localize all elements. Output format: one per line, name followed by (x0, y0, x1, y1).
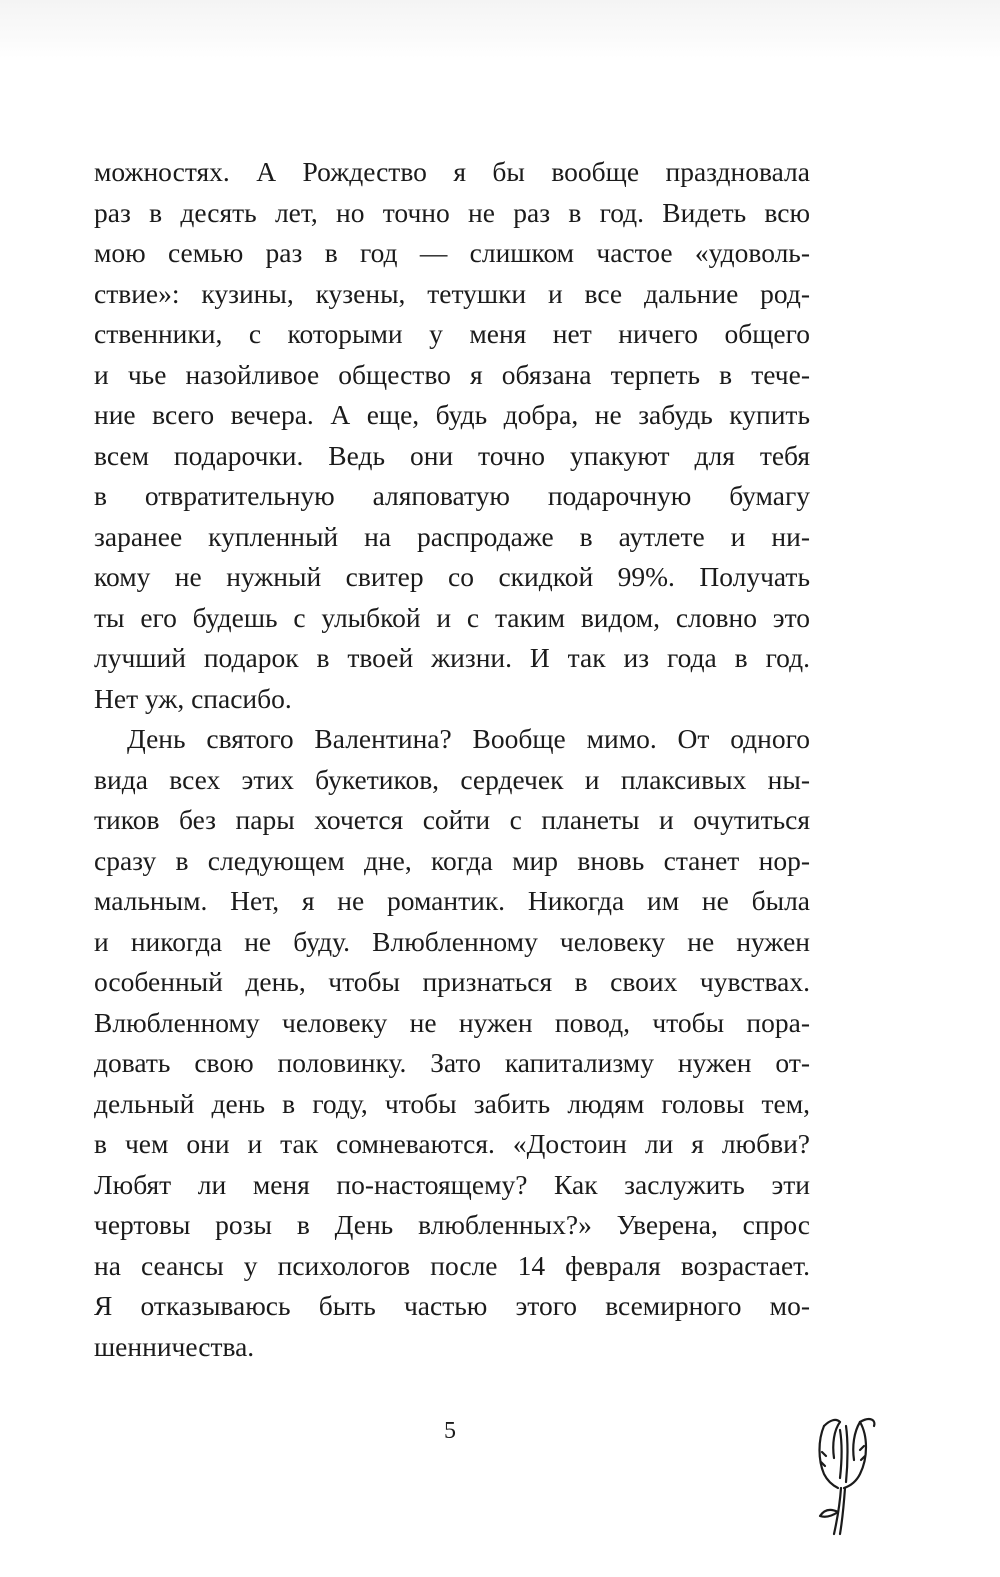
text-line: чертовы розы в День влюбленных?» Уверена, спрос (94, 1209, 810, 1240)
text-line: дельный день в году, чтобы забить людям головы тем, (94, 1087, 810, 1119)
text-line: сразу в следующем дне, когда мир вновь станет нор- (94, 844, 810, 876)
text-line: в чем они и так сомневаются. «Достоин ли я любви? (94, 1128, 810, 1159)
text-line: и чье назойливое общество я обязана терпеть в тече- (94, 358, 810, 390)
flower-bud-icon (810, 1412, 882, 1544)
text-line: Влюбленному человеку не нужен повод, чтобы пора- (94, 1006, 810, 1038)
text-line: ствие»: кузины, кузены, тетушки и все дальние род- (94, 277, 810, 309)
text-line: в отвратительную аляповатую подарочную бумагу (94, 480, 810, 511)
scan-edge-shade (0, 0, 1000, 58)
text-line: довать свою половинку. Зато капитализму нужен от- (94, 1047, 810, 1078)
text-line: кому не нужный свитер со скидкой 99%. Получать (94, 561, 810, 592)
text-line: раз в десять лет, но точно не раз в год. Видеть всю (94, 196, 810, 228)
text-line: особенный день, чтобы признаться в своих чувствах. (94, 966, 810, 997)
text-line: лучший подарок в твоей жизни. И так из года в год. (94, 642, 810, 673)
text-line: День святого Валентина? Вообще мимо. От одного (127, 723, 810, 754)
text-line: вида всех этих букетиков, сердечек и плаксивых ны- (94, 763, 810, 795)
text-line: на сеансы у психологов после 14 февраля возрастает. (94, 1249, 810, 1281)
body-text (94, 152, 810, 1367)
text-line: ственники, с которыми у меня нет ничего общего (94, 318, 810, 349)
text-line: ты его будешь с улыбкой и с таким видом, словно это (94, 601, 810, 633)
text-line: можностях. А Рождество я бы вообще праздновала (94, 156, 810, 187)
text-line: ние всего вечера. А еще, будь добра, не забудь купить (94, 399, 810, 430)
text-line: мою семью раз в год — слишком частое «удоволь- (94, 237, 810, 268)
text-line: всем подарочки. Ведь они точно упакуют для тебя (94, 439, 810, 471)
text-line: Нет уж, спасибо. (94, 682, 292, 714)
page-number: 5 (444, 1418, 456, 1444)
text-line: заранее купленный на распродаже в аутлете и ни- (94, 520, 810, 552)
text-line: и никогда не буду. Влюбленному человеку не нужен (94, 925, 810, 957)
text-line: Любят ли меня по-настоящему? Как заслужить эти (94, 1168, 810, 1200)
text-line: тиков без пары хочется сойти с планеты и очутиться (94, 804, 810, 835)
text-line: шенничества. (94, 1330, 255, 1362)
text-line: Я отказываюсь быть частью этого всемирного мо- (94, 1290, 810, 1321)
text-line: мальным. Нет, я не романтик. Никогда им не была (94, 885, 810, 916)
